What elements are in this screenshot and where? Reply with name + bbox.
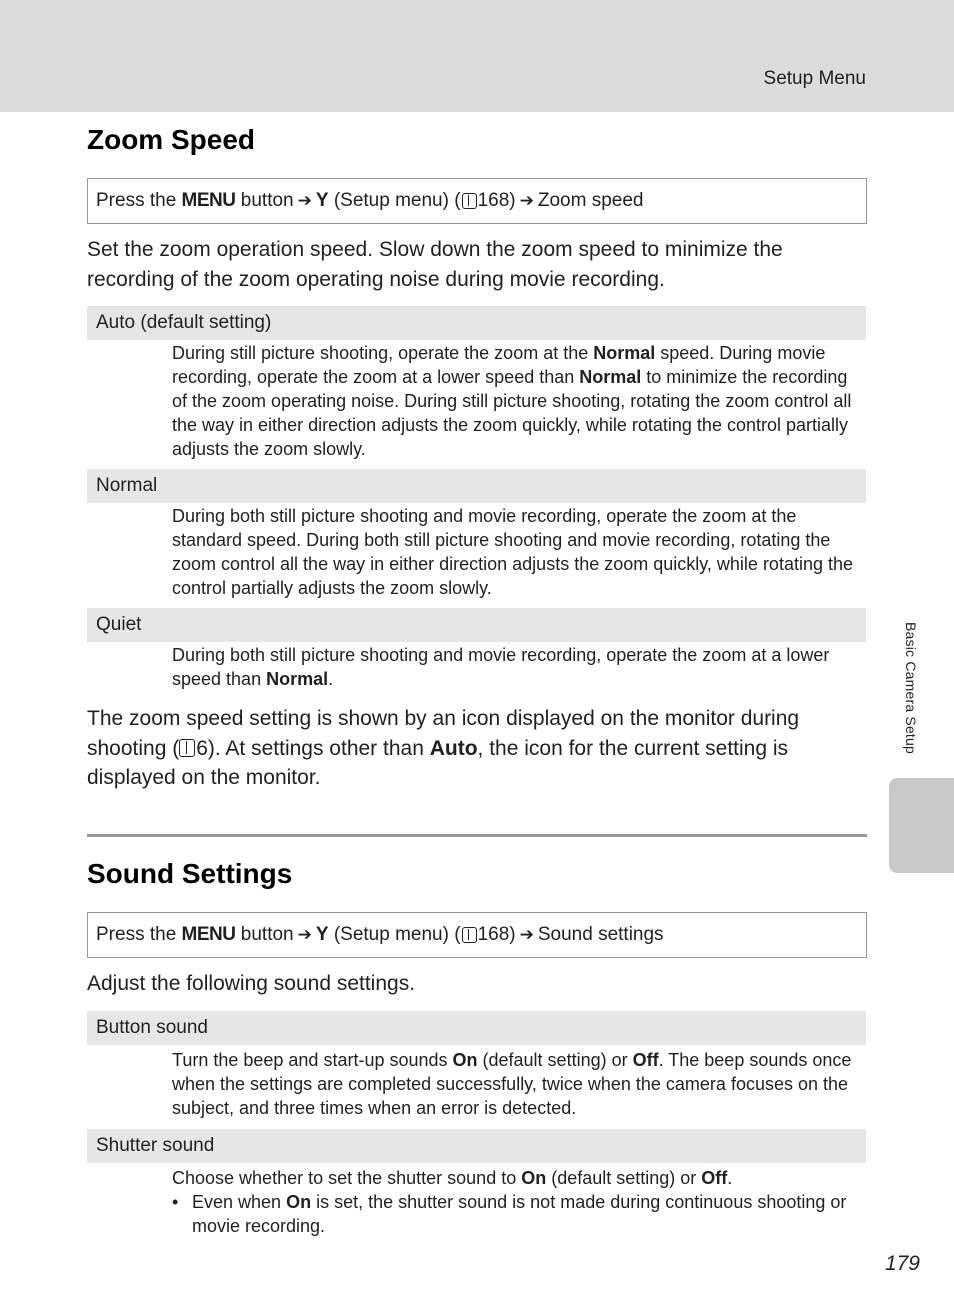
option-shutter-sound-label: Shutter sound: [87, 1129, 866, 1163]
nav-press-text: Press the: [96, 190, 177, 211]
option-auto-label: Auto (default setting): [87, 306, 866, 340]
nav-press-text: Press the: [96, 924, 177, 945]
nav-target-text: Zoom speed: [537, 190, 644, 211]
arrow-right-icon: ➔: [297, 925, 312, 944]
nav-setup-menu-text: (Setup menu) (: [333, 190, 461, 211]
option-button-sound-label: Button sound: [87, 1011, 866, 1045]
book-reference-icon: [179, 739, 195, 757]
option-quiet-description: During both still picture shooting and movie recording, operate the zoom at a lower speed than Normal.: [172, 645, 830, 689]
arrow-right-icon: ➔: [519, 925, 534, 944]
section-divider: [87, 834, 867, 837]
arrow-right-icon: ➔: [519, 191, 534, 210]
zoom-speed-intro: Set the zoom operation speed. Slow down the zoom speed to minimize the recording of the zoom operating noise during movie recording.: [87, 238, 783, 291]
nav-ref-page: 168): [477, 924, 516, 945]
zoom-speed-nav-path: [87, 178, 867, 224]
option-normal-label: Normal: [87, 469, 866, 503]
setup-icon: Y: [315, 924, 329, 945]
nav-target-text: Sound settings: [537, 924, 664, 945]
option-button-sound-description: Turn the beep and start-up sounds On (default setting) or Off. The beep sounds once when the settings are completed successfully, twice when the camera focuses on the subject, and three times when an error is detected.: [172, 1050, 852, 1118]
menu-button-icon: MENU: [181, 190, 236, 211]
nav-ref-page: 168): [477, 190, 516, 211]
nav-setup-menu-text: (Setup menu) (: [333, 924, 461, 945]
arrow-right-icon: ➔: [297, 191, 312, 210]
zoom-speed-heading: Zoom Speed: [87, 124, 256, 155]
sound-settings-intro: Adjust the following sound settings.: [87, 972, 416, 995]
option-shutter-sound-description: Choose whether to set the shutter sound to On (default setting) or Off. • Even when On is set, the shutter sound is not made during continuous shooting or movie recording.: [172, 1166, 862, 1238]
header-band: [0, 0, 954, 112]
page-number: 179: [884, 1252, 920, 1275]
option-auto-description: During still picture shooting, operate the zoom at the Normal speed. During movie recording, operate the zoom at a lower speed than Normal to minimize the recording of the zoom operating noise. During still picture shooting, rotating the zoom control all the way in either direction adjusts the zoom quickly, while rotating the control partially adjusts the zoom slowly.: [172, 343, 852, 459]
side-tab: [889, 778, 954, 873]
sound-settings-nav-path: [87, 912, 867, 958]
section-title: Setup Menu: [763, 68, 866, 89]
zoom-speed-note: The zoom speed setting is shown by an icon displayed on the monitor during shooting ( 6). At settings other than Auto, the icon for the current setting is displayed on the monitor.: [87, 707, 800, 789]
nav-button-text: button: [240, 190, 294, 211]
book-reference-icon: [462, 193, 477, 209]
bullet-dot: •: [172, 1192, 179, 1212]
shutter-sound-bullet: • Even when On is set, the shutter sound is not made during continuous shooting or movie recording.: [172, 1192, 847, 1236]
option-quiet-label: Quiet: [87, 608, 866, 642]
side-tab-label: Basic Camera Setup: [903, 622, 919, 754]
sound-settings-heading: Sound Settings: [87, 858, 293, 889]
setup-icon: Y: [315, 190, 329, 211]
nav-button-text: button: [240, 924, 294, 945]
book-reference-icon: [462, 927, 477, 943]
menu-button-icon: MENU: [181, 924, 236, 945]
option-normal-description: During both still picture shooting and movie recording, operate the zoom at the standard speed. During both still picture shooting and movie recording, rotating the zoom control all the way in either direction adjusts the zoom quickly, while rotating the control partially adjusts the zoom slowly.: [172, 506, 854, 598]
